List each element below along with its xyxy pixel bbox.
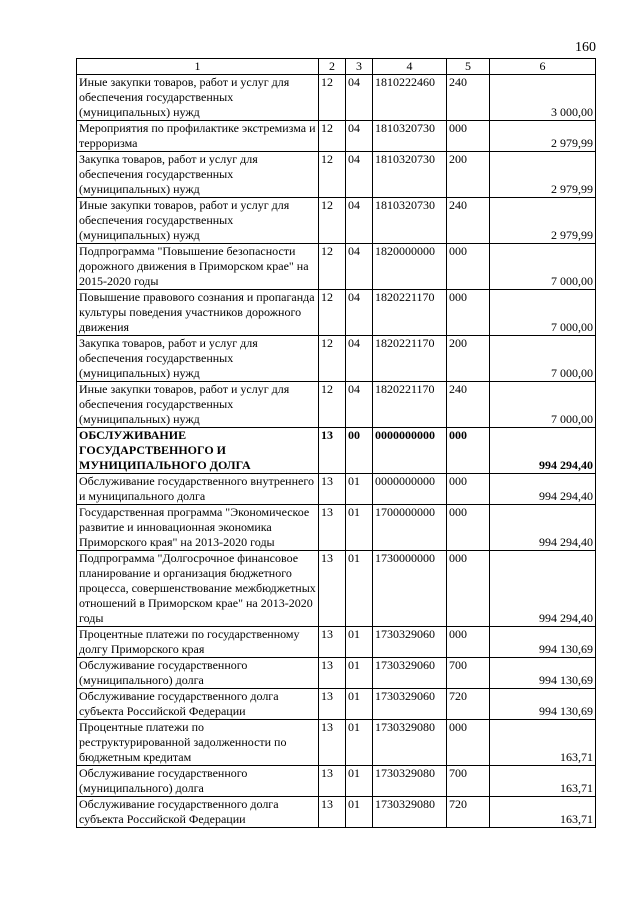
cell-section: 12	[319, 121, 346, 152]
cell-section: 12	[319, 290, 346, 336]
cell-expense-type: 720	[447, 689, 490, 720]
cell-section: 13	[319, 689, 346, 720]
cell-name: ОБСЛУЖИВАНИЕ ГОСУДАРСТВЕННОГО И МУНИЦИПАЛЬНОГО ДОЛГА	[77, 428, 319, 474]
cell-amount: 994 294,40	[490, 428, 596, 474]
cell-amount: 7 000,00	[490, 336, 596, 382]
cell-subsection: 01	[346, 766, 373, 797]
cell-name: Обслуживание государственного долга субъекта Российской Федерации	[77, 689, 319, 720]
column-number-6: 6	[490, 59, 596, 75]
cell-section: 13	[319, 627, 346, 658]
cell-section: 12	[319, 382, 346, 428]
cell-target-article: 1820221170	[373, 290, 447, 336]
cell-target-article: 1820221170	[373, 336, 447, 382]
cell-subsection: 01	[346, 797, 373, 828]
cell-amount: 3 000,00	[490, 75, 596, 121]
cell-expense-type: 000	[447, 474, 490, 505]
cell-name: Иные закупки товаров, работ и услуг для обеспечения государственных (муниципальных) нужд	[77, 75, 319, 121]
cell-section: 12	[319, 244, 346, 290]
cell-amount: 994 294,40	[490, 551, 596, 627]
cell-name: Мероприятия по профилактике экстремизма и терроризма	[77, 121, 319, 152]
cell-expense-type: 000	[447, 627, 490, 658]
cell-target-article: 1810320730	[373, 198, 447, 244]
table-row	[77, 766, 596, 797]
cell-name: Обслуживание государственного (муниципального) долга	[77, 658, 319, 689]
table-row	[77, 382, 596, 428]
table-row	[77, 198, 596, 244]
cell-expense-type: 000	[447, 720, 490, 766]
cell-section: 13	[319, 551, 346, 627]
cell-target-article: 1730329060	[373, 689, 447, 720]
cell-section: 13	[319, 797, 346, 828]
cell-target-article: 1730329080	[373, 797, 447, 828]
cell-expense-type: 200	[447, 152, 490, 198]
cell-expense-type: 240	[447, 382, 490, 428]
cell-expense-type: 000	[447, 244, 490, 290]
cell-amount: 2 979,99	[490, 152, 596, 198]
column-number-3: 3	[346, 59, 373, 75]
cell-target-article: 1700000000	[373, 505, 447, 551]
cell-section: 13	[319, 474, 346, 505]
cell-amount: 2 979,99	[490, 198, 596, 244]
cell-subsection: 00	[346, 428, 373, 474]
cell-name: Закупка товаров, работ и услуг для обеспечения государственных (муниципальных) нужд	[77, 152, 319, 198]
cell-expense-type: 720	[447, 797, 490, 828]
cell-target-article: 1810320730	[373, 121, 447, 152]
budget-table-body	[77, 59, 596, 828]
cell-subsection: 04	[346, 198, 373, 244]
cell-amount: 994 294,40	[490, 505, 596, 551]
cell-amount: 7 000,00	[490, 382, 596, 428]
budget-table	[76, 58, 596, 828]
table-row	[77, 658, 596, 689]
cell-expense-type: 000	[447, 121, 490, 152]
cell-expense-type: 240	[447, 75, 490, 121]
cell-subsection: 01	[346, 474, 373, 505]
cell-subsection: 01	[346, 627, 373, 658]
cell-subsection: 04	[346, 152, 373, 198]
column-number-row	[77, 59, 596, 75]
cell-name: Иные закупки товаров, работ и услуг для обеспечения государственных (муниципальных) нужд	[77, 198, 319, 244]
table-row	[77, 121, 596, 152]
cell-target-article: 1820221170	[373, 382, 447, 428]
column-number-2: 2	[319, 59, 346, 75]
page-number: 160	[575, 40, 596, 55]
cell-expense-type: 000	[447, 290, 490, 336]
table-row	[77, 474, 596, 505]
cell-name: Обслуживание государственного долга субъекта Российской Федерации	[77, 797, 319, 828]
column-number-1: 1	[77, 59, 319, 75]
table-row	[77, 627, 596, 658]
cell-subsection: 04	[346, 244, 373, 290]
cell-expense-type: 000	[447, 551, 490, 627]
cell-amount: 7 000,00	[490, 290, 596, 336]
cell-section: 13	[319, 428, 346, 474]
cell-expense-type: 700	[447, 766, 490, 797]
cell-subsection: 04	[346, 121, 373, 152]
cell-amount: 994 130,69	[490, 689, 596, 720]
cell-amount: 163,71	[490, 720, 596, 766]
cell-section: 13	[319, 658, 346, 689]
cell-subsection: 01	[346, 689, 373, 720]
cell-section: 12	[319, 198, 346, 244]
cell-name: Закупка товаров, работ и услуг для обеспечения государственных (муниципальных) нужд	[77, 336, 319, 382]
cell-expense-type: 000	[447, 428, 490, 474]
table-row	[77, 797, 596, 828]
cell-target-article: 1730000000	[373, 551, 447, 627]
table-row	[77, 336, 596, 382]
cell-amount: 994 294,40	[490, 474, 596, 505]
table-row	[77, 152, 596, 198]
cell-section: 13	[319, 720, 346, 766]
table-row	[77, 689, 596, 720]
cell-name: Процентные платежи по государственному долгу Приморского края	[77, 627, 319, 658]
cell-target-article: 1810222460	[373, 75, 447, 121]
cell-subsection: 04	[346, 382, 373, 428]
cell-target-article: 1730329080	[373, 766, 447, 797]
cell-subsection: 04	[346, 75, 373, 121]
cell-target-article: 0000000000	[373, 474, 447, 505]
cell-name: Иные закупки товаров, работ и услуг для обеспечения государственных (муниципальных) нужд	[77, 382, 319, 428]
cell-amount: 163,71	[490, 766, 596, 797]
cell-target-article: 0000000000	[373, 428, 447, 474]
cell-expense-type: 200	[447, 336, 490, 382]
column-number-4: 4	[373, 59, 447, 75]
cell-subsection: 01	[346, 505, 373, 551]
cell-expense-type: 700	[447, 658, 490, 689]
cell-subsection: 01	[346, 720, 373, 766]
cell-name: Подпрограмма "Долгосрочное финансовое планирование и организация бюджетного процесса, совершенствование межбюджетных отношений в Приморском крае" на 2013-2020 годы	[77, 551, 319, 627]
cell-name: Процентные платежи по реструктурированной задолженности по бюджетным кредитам	[77, 720, 319, 766]
cell-section: 13	[319, 766, 346, 797]
table-row	[77, 505, 596, 551]
cell-name: Обслуживание государственного (муниципального) долга	[77, 766, 319, 797]
table-row	[77, 720, 596, 766]
cell-name: Государственная программа "Экономическое развитие и инновационная экономика Приморского края" на 2013-2020 годы	[77, 505, 319, 551]
cell-expense-type: 240	[447, 198, 490, 244]
cell-section: 12	[319, 152, 346, 198]
cell-amount: 2 979,99	[490, 121, 596, 152]
cell-amount: 163,71	[490, 797, 596, 828]
table-row	[77, 290, 596, 336]
cell-target-article: 1730329060	[373, 627, 447, 658]
table-row	[77, 244, 596, 290]
cell-name: Обслуживание государственного внутреннего и муниципального долга	[77, 474, 319, 505]
table-row	[77, 428, 596, 474]
cell-subsection: 01	[346, 658, 373, 689]
table-row	[77, 551, 596, 627]
cell-name: Повышение правового сознания и пропаганда культуры поведения участников дорожного движения	[77, 290, 319, 336]
table-row	[77, 75, 596, 121]
cell-target-article: 1810320730	[373, 152, 447, 198]
cell-subsection: 01	[346, 551, 373, 627]
cell-name: Подпрограмма "Повышение безопасности дорожного движения в Приморском крае" на 2015-2020 годы	[77, 244, 319, 290]
cell-subsection: 04	[346, 290, 373, 336]
column-number-5: 5	[447, 59, 490, 75]
cell-target-article: 1730329080	[373, 720, 447, 766]
cell-amount: 994 130,69	[490, 627, 596, 658]
cell-section: 13	[319, 505, 346, 551]
cell-expense-type: 000	[447, 505, 490, 551]
cell-section: 12	[319, 75, 346, 121]
cell-subsection: 04	[346, 336, 373, 382]
cell-target-article: 1820000000	[373, 244, 447, 290]
cell-amount: 7 000,00	[490, 244, 596, 290]
cell-section: 12	[319, 336, 346, 382]
cell-target-article: 1730329060	[373, 658, 447, 689]
cell-amount: 994 130,69	[490, 658, 596, 689]
